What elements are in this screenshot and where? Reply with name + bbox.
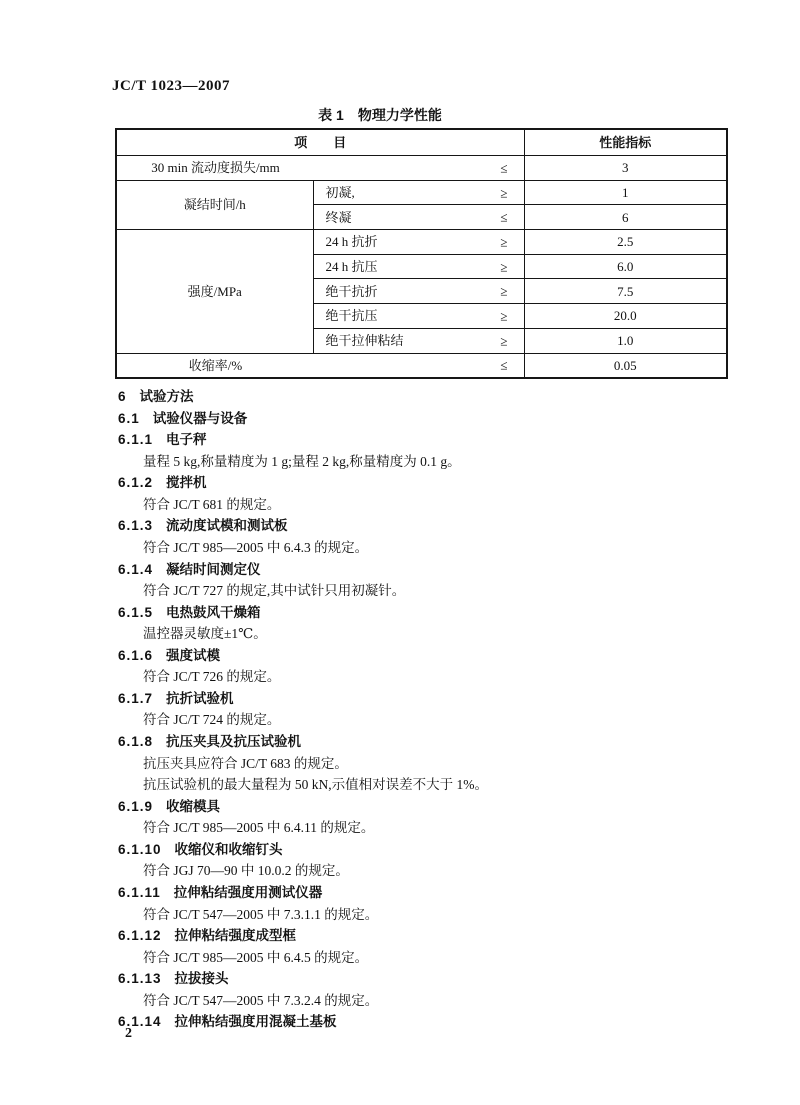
sub-label: 绝干抗折	[325, 283, 378, 299]
flow-loss-cell	[116, 156, 524, 181]
table-row	[116, 230, 727, 255]
doc-code: JC/T 1023—2007	[112, 78, 230, 94]
operator: ≥	[500, 185, 508, 201]
sub-label: 绝干抗压	[325, 308, 378, 324]
row-value: 1.0	[524, 328, 727, 353]
section-body-line: 抗压试验机的最大量程为 50 kN,示值相对误差不大于 1%。	[143, 777, 488, 793]
section-heading: 6.1.13 拉拔接头	[118, 971, 229, 987]
section-body-line: 符合 JC/T 727 的规定,其中试针只用初凝针。	[143, 583, 406, 599]
section-heading: 6.1.5 电热鼓风干燥箱	[118, 604, 261, 620]
section-heading: 6 试验方法	[118, 389, 194, 404]
row-value: 1	[524, 180, 727, 205]
sub-label: 24 h 抗压	[325, 259, 378, 275]
section-body-line: 符合 JC/T 681 的规定。	[143, 496, 281, 512]
row-label: 30 min 流动度损失/mm	[151, 160, 280, 176]
sub-item-cell	[313, 230, 524, 255]
sub-item-cell	[313, 205, 524, 230]
operator: ≥	[500, 259, 508, 275]
section-6-content	[118, 386, 718, 1033]
row-value: 3	[524, 156, 727, 181]
section-heading: 6.1.3 流动度试模和测试板	[118, 518, 288, 534]
row-value: 6.0	[524, 254, 727, 279]
section-heading: 6.1.2 搅拌机	[118, 475, 207, 491]
row-value: 0.05	[524, 353, 727, 378]
table-row	[116, 180, 727, 205]
operator: ≤	[500, 160, 508, 176]
row-value: 2.5	[524, 230, 727, 255]
section-body-line: 温控器灵敏度±1℃。	[143, 626, 267, 642]
table-title: 表 1 物理力学性能	[318, 107, 442, 123]
section-heading: 6.1.7 抗折试验机	[118, 690, 234, 706]
table-row	[116, 156, 727, 181]
section-heading: 6.1.9 收缩模具	[118, 798, 221, 814]
sub-item-cell	[313, 304, 524, 329]
section-body-line: 符合 JC/T 985—2005 中 6.4.11 的规定。	[143, 820, 375, 836]
section-body-line: 符合 JC/T 724 的规定。	[143, 712, 281, 728]
sub-label: 24 h 抗折	[325, 234, 378, 250]
section-body-line: 抗压夹具应符合 JC/T 683 的规定。	[143, 755, 348, 771]
section-heading: 6.1.12 拉伸粘结强度成型框	[118, 928, 297, 944]
section-heading: 6.1.14 拉伸粘结强度用混凝土基板	[118, 1014, 337, 1030]
section-heading: 6.1.4 凝结时间测定仪	[118, 561, 261, 577]
row-value: 20.0	[524, 304, 727, 329]
section-heading: 6.1.11 拉伸粘结强度用测试仪器	[118, 884, 323, 900]
section-heading: 6.1.6 强度试模	[118, 647, 221, 663]
row-label: 收缩率/%	[188, 357, 243, 373]
operator: ≥	[500, 283, 508, 299]
sub-item-cell	[313, 279, 524, 304]
section-body-line: 符合 JC/T 547—2005 中 7.3.2.4 的规定。	[143, 992, 379, 1008]
section-body-line: 符合 JC/T 985—2005 中 6.4.3 的规定。	[143, 539, 369, 555]
table-header-row	[116, 129, 727, 156]
sub-item-cell	[313, 254, 524, 279]
operator: ≤	[500, 209, 508, 225]
operator: ≤	[500, 357, 508, 373]
sub-item-cell	[313, 328, 524, 353]
section-body-line: 量程 5 kg,称量精度为 1 g;量程 2 kg,称量精度为 0.1 g。	[143, 453, 461, 469]
section-body-line: 符合 JC/T 726 的规定。	[143, 669, 281, 685]
operator: ≥	[500, 308, 508, 324]
sub-label: 初凝,	[325, 185, 355, 201]
header-index: 性能指标	[524, 129, 727, 156]
section-body-line: 符合 JGJ 70—90 中 10.0.2 的规定。	[143, 863, 349, 879]
section-heading: 6.1.1 电子秤	[118, 432, 207, 448]
group-label: 强度/MPa	[116, 230, 313, 353]
sub-item-cell	[313, 180, 524, 205]
table-row	[116, 353, 727, 378]
operator: ≥	[500, 234, 508, 250]
section-heading: 6.1.8 抗压夹具及抗压试验机	[118, 734, 302, 749]
section-heading: 6.1.10 收缩仪和收缩钉头	[118, 841, 283, 857]
shrinkage-cell	[116, 353, 524, 378]
section-heading: 6.1 试验仪器与设备	[118, 410, 248, 426]
group-label: 凝结时间/h	[116, 180, 313, 229]
section-body-line: 符合 JC/T 547—2005 中 7.3.1.1 的规定。	[143, 906, 379, 922]
row-value: 6	[524, 205, 727, 230]
header-item: 项 目	[116, 129, 524, 156]
section-body-line: 符合 JC/T 985—2005 中 6.4.5 的规定。	[143, 949, 369, 965]
page-number: 2	[125, 1026, 132, 1041]
row-value: 7.5	[524, 279, 727, 304]
sub-label: 终凝	[325, 209, 352, 225]
sub-label: 绝干拉伸粘结	[325, 333, 404, 349]
physical-mechanical-properties-table	[115, 128, 728, 379]
operator: ≥	[500, 333, 508, 349]
